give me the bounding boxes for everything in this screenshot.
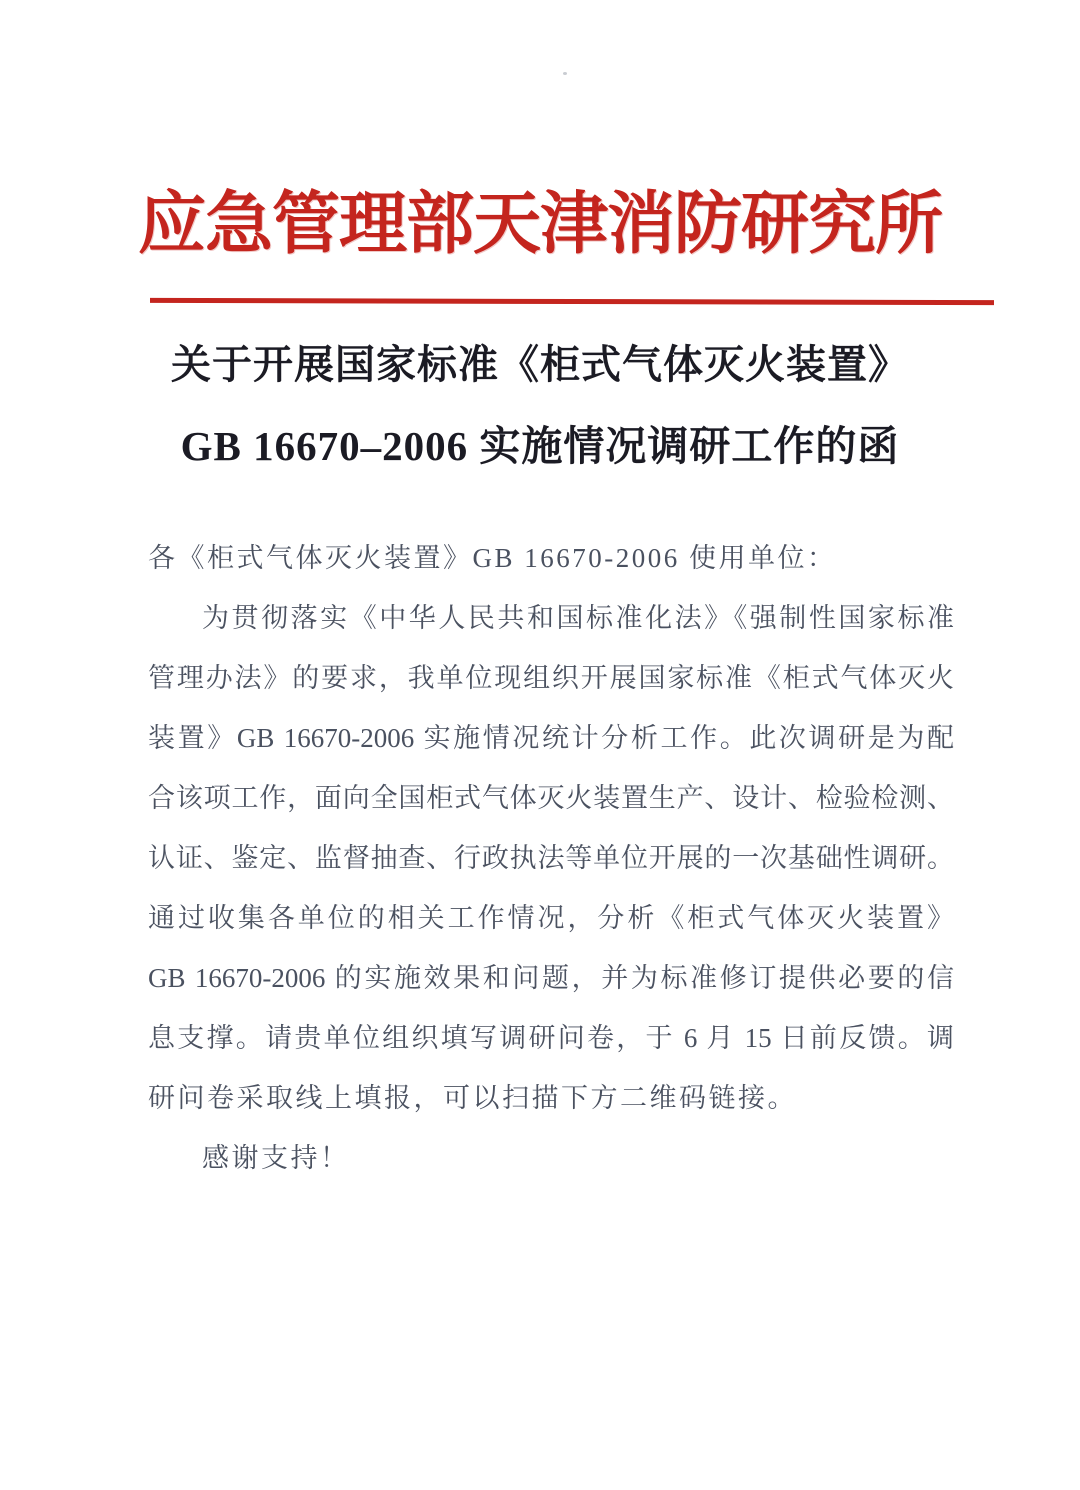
body-line-5: 合该项工作，面向全国柜式气体灭火装置生产、设计、检验检测、 bbox=[148, 783, 954, 813]
document-title bbox=[0, 338, 1080, 473]
body-line-8: GB 16670-2006 的实施效果和问题，并为标准修订提供必要的信 bbox=[148, 963, 954, 993]
salutation-line: 各《柜式气体灭火装置》GB 16670-2006 使用单位： bbox=[148, 543, 837, 573]
letter-body bbox=[148, 528, 954, 1188]
body-line-2: 为贯彻落实《中华人民共和国标准化法》《强制性国家标准 bbox=[202, 603, 954, 633]
document-title-line1: 关于开展国家标准《柜式气体灭火装置》 bbox=[171, 342, 909, 387]
body-line-7: 通过收集各单位的相关工作情况，分析《柜式气体灭火装置》 bbox=[148, 903, 954, 933]
body-line-6: 认证、鉴定、监督抽查、行政执法等单位开展的一次基础性调研。 bbox=[148, 843, 954, 873]
letterhead-divider-rule bbox=[150, 298, 994, 305]
document-title-line2: GB 16670–2006 实施情况调研工作的函 bbox=[180, 423, 900, 469]
letterhead-org-name: 应急管理部天津消防研究所 bbox=[137, 186, 942, 262]
body-line-9: 息支撑。请贵单位组织填写调研问卷，于 6 月 15 日前反馈。调 bbox=[148, 1023, 954, 1053]
closing-line: 感谢支持！ bbox=[202, 1143, 350, 1173]
body-line-10: 研问卷采取线上填报，可以扫描下方二维码链接。 bbox=[148, 1083, 797, 1113]
body-line-3: 管理办法》的要求，我单位现组织开展国家标准《柜式气体灭火 bbox=[148, 663, 954, 693]
body-line-4: 装置》GB 16670-2006 实施情况统计分析工作。此次调研是为配 bbox=[148, 723, 954, 753]
scan-artifact-dot bbox=[563, 72, 567, 75]
